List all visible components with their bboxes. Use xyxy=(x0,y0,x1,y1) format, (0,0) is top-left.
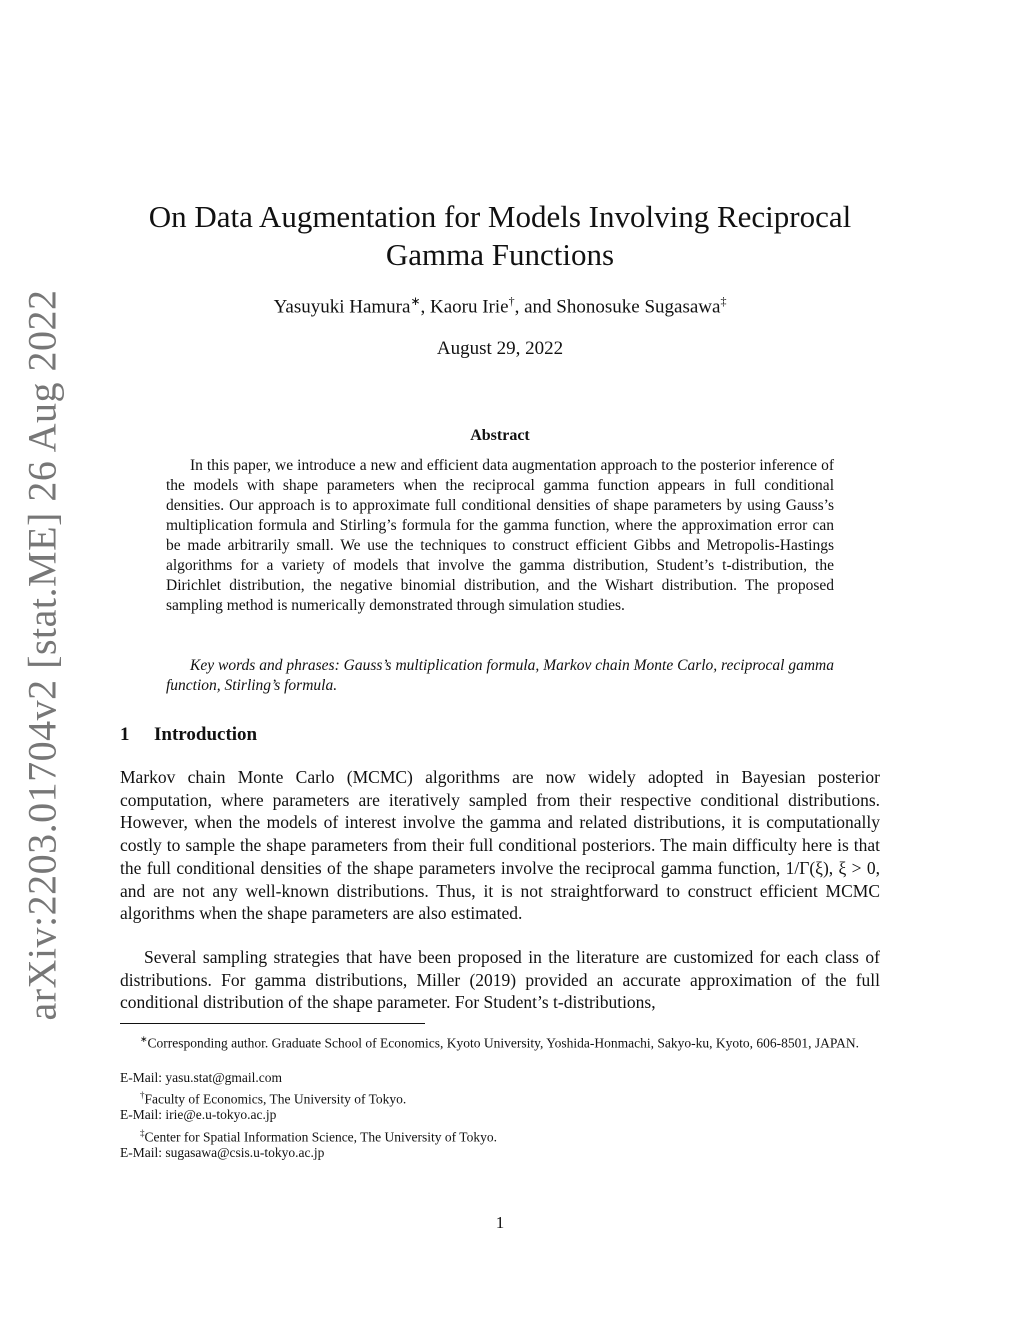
author-separator: , xyxy=(420,296,426,318)
author-and: and xyxy=(524,296,552,318)
footnote-mark: † xyxy=(140,1090,145,1100)
paper-title: On Data Augmentation for Models Involving Reciprocal Gamma Functions xyxy=(148,199,852,272)
author-mark: ∗ xyxy=(410,294,421,308)
paper-date: August 29, 2022 xyxy=(436,338,564,359)
section-heading xyxy=(120,724,257,746)
author-mark: † xyxy=(508,294,515,308)
author-name: Kaoru Irie xyxy=(430,296,509,318)
footnote-text: Corresponding author. Graduate School of Economics, Kyoto University, Yoshida-Honmachi, Sakyo-ku, Kyoto, 606-8501, JAPAN. xyxy=(147,1035,859,1051)
body-paragraph: Several sampling strategies that have been proposed in the literature are customized for each class of distributions. For gamma distributions, Miller (2019) provided an accurate approximation of the full conditional distribution of the shape parameter. For Student’s t-distributions, xyxy=(120,947,880,1013)
footnote-text: Center for Spatial Information Science, The University of Tokyo. xyxy=(144,1129,497,1145)
body-paragraph: Markov chain Monte Carlo (MCMC) algorithms are now widely adopted in Bayesian posterior computation, where parameters are iteratively sampled from their respective conditional distributions. However, when the models of interest involve the gamma and related distributions, it is computationally costly to sample the shape parameters from their full conditional posteriors. The main difficulty here is that the full conditional densities of the shape parameters involve the reciprocal gamma function, 1/Γ(ξ), ξ > 0, and are not any well-known distributions. Thus, it is not straightforward to construct efficient MCMC algorithms when the shape parameters are also estimated. xyxy=(120,767,880,924)
footnote-mark: ∗ xyxy=(140,1034,148,1044)
footnote-text: Faculty of Economics, The University of Tokyo. xyxy=(144,1091,407,1107)
abstract-heading: Abstract xyxy=(470,427,530,444)
author-mark: ‡ xyxy=(720,294,727,308)
section-title: Introduction xyxy=(154,724,258,745)
section-number: 1 xyxy=(120,724,130,745)
footnote xyxy=(120,1030,880,1053)
keywords: Key words and phrases: Gauss’s multiplication formula, Markov chain Monte Carlo, reciprocal gamma function, Stirling’s formula. xyxy=(166,657,834,694)
author-line xyxy=(110,294,890,318)
footnote-email: E-Mail: yasu.stat@gmail.com xyxy=(120,1070,283,1085)
author-separator: , xyxy=(514,296,520,318)
author-name: Shonosuke Sugasawa xyxy=(556,296,721,318)
footnote-email: E-Mail: sugasawa@csis.u-tokyo.ac.jp xyxy=(120,1145,325,1160)
arxiv-stamp: arXiv:2203.01704v2 [stat.ME] 26 Aug 2022 xyxy=(19,289,65,1021)
author-name: Yasuyuki Hamura xyxy=(273,296,411,318)
footnote-mark: ‡ xyxy=(140,1128,145,1138)
page-number: 1 xyxy=(495,1213,505,1232)
footnote-email: E-Mail: irie@e.u-tokyo.ac.jp xyxy=(120,1107,277,1122)
footnote-rule xyxy=(120,1023,425,1024)
abstract-text: In this paper, we introduce a new and efficient data augmentation approach to the posterior inference of the models with shape parameters when the reciprocal gamma function appears in full conditional densities. Our approach is to approximate full conditional densities of shape parameters by using Gauss’s multiplication formula and Stirling’s formula for the gamma function, where the approximation error can be made arbitrarily small. We use the techniques to construct efficient Gibbs and Metropolis-Hastings algorithms for a variety of models that involve the gamma distribution, Student’s t-distribution, the Dirichlet distribution, the negative binomial distribution, and the Wishart distribution. The proposed sampling method is numerically demonstrated through simulation studies. xyxy=(166,457,834,614)
